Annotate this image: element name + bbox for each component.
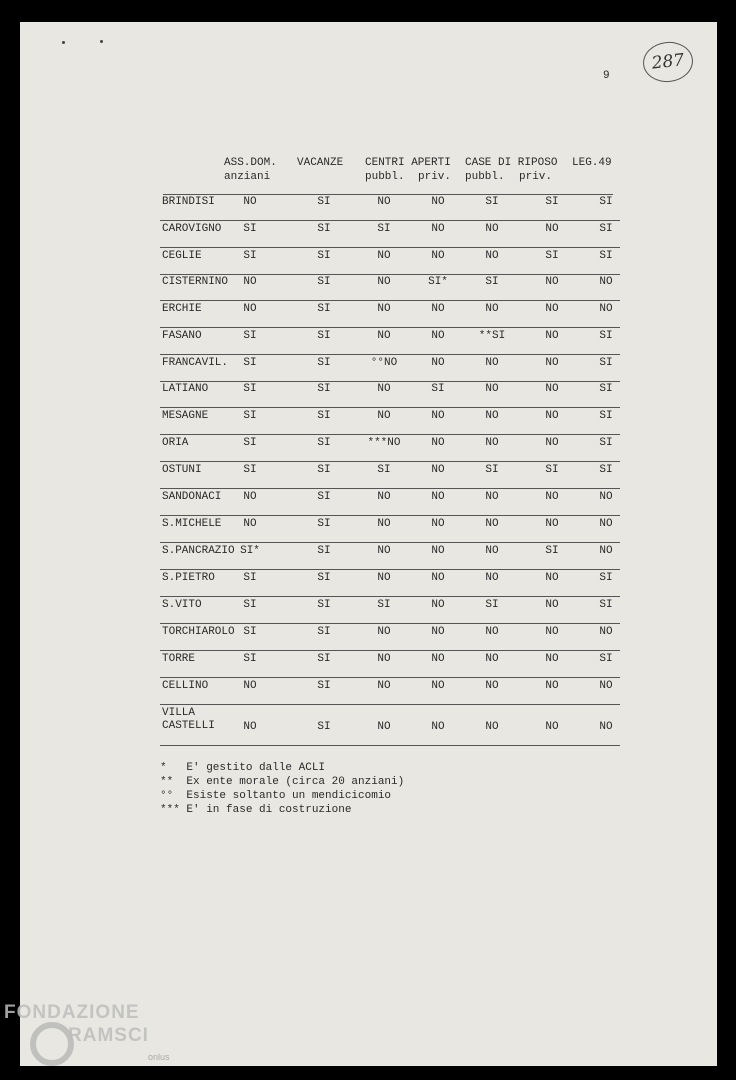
table-cell: SI [317,680,331,692]
table-cell: SI [545,196,559,208]
table-cell: NO [599,721,613,733]
table-cell: NO [431,464,445,476]
table-cell: NO [431,626,445,638]
table-cell: NO [599,303,613,315]
table-cell: NO [485,518,499,530]
footnote: ** Ex ente morale (circa 20 anziani) [160,776,405,788]
table-cell: SI [243,572,257,584]
table-cell: NO [545,223,559,235]
table-cell: NO [545,518,559,530]
row-rule [160,354,620,355]
table-cell: SI [317,437,331,449]
table-cell: NO [545,330,559,342]
table-cell: SI [243,383,257,395]
header-case-pubbl: pubbl. [465,171,505,183]
table-cell: SI [485,196,499,208]
header-case-priv: priv. [519,171,553,183]
table-cell: NO [599,491,613,503]
table-cell: SI [317,410,331,422]
table-cell: NO [599,680,613,692]
row-rule [160,623,620,624]
table-cell: NO [243,518,257,530]
table-cell: SI [243,223,257,235]
row-label: CEGLIE [162,250,202,262]
table-cell: NO [431,250,445,262]
table-cell: NO [431,680,445,692]
table-cell: NO [377,518,391,530]
table-cell: NO [377,653,391,665]
table-cell: NO [377,545,391,557]
table-cell: NO [545,383,559,395]
table-cell: °°NO [370,357,398,369]
table-cell: SI [243,653,257,665]
table-cell: NO [431,491,445,503]
table-cell: NO [485,437,499,449]
page-number: 9 [603,70,610,82]
table-cell: SI [317,383,331,395]
row-rule [160,569,620,570]
row-label: ERCHIE [162,303,202,315]
table-cell: SI [317,464,331,476]
table-cell: NO [431,330,445,342]
table-cell: SI* [428,276,448,288]
table-cell: SI [545,250,559,262]
table-cell: NO [243,680,257,692]
table-cell: SI [317,653,331,665]
scan-mark [62,41,65,44]
table-cell: SI [317,599,331,611]
row-label: MESAGNE [162,410,209,422]
table-cell: NO [599,518,613,530]
table-cell: SI [599,599,613,611]
row-rule [160,247,620,248]
row-label: CAROVIGNO [162,223,222,235]
row-label: CELLINO [162,680,209,692]
row-label: S.PIETRO [162,572,215,584]
table-cell: NO [545,437,559,449]
row-rule [160,515,620,516]
header-centri-priv: priv. [418,171,452,183]
table-cell: NO [431,721,445,733]
table-cell: NO [431,545,445,557]
table-cell: SI [317,276,331,288]
table-cell: NO [545,410,559,422]
table-cell: SI [243,437,257,449]
table-cell: SI [599,653,613,665]
table-cell: NO [243,491,257,503]
row-rule [160,327,620,328]
table-cell: NO [545,680,559,692]
table-cell: NO [243,196,257,208]
header-vacanze: VACANZE [297,157,344,169]
row-rule [160,542,620,543]
table-cell: NO [377,410,391,422]
table-cell: NO [545,491,559,503]
table-cell: SI [317,721,331,733]
row-rule [160,596,620,597]
table-cell: NO [243,276,257,288]
table-cell: SI [599,330,613,342]
table-cell: NO [377,626,391,638]
archive-number-stamp: 287 [641,39,695,84]
header-centri-aperti: CENTRI APERTI [365,157,451,169]
row-label: TORRE [162,653,196,665]
row-label: FRANCAVIL. [162,357,229,369]
table-cell: SI [545,545,559,557]
table-cell: SI [317,545,331,557]
table-cell: SI [317,303,331,315]
table-cell: SI [485,599,499,611]
table-cell: NO [377,680,391,692]
row-label: FASANO [162,330,202,342]
row-rule [163,194,613,195]
table-cell: NO [545,276,559,288]
table-cell: NO [599,545,613,557]
table-cell: SI [243,464,257,476]
table-cell: SI [599,357,613,369]
row-rule [160,381,620,382]
row-label: TORCHIAROLO [162,626,235,638]
row-rule [160,274,620,275]
table-cell: **SI [478,330,506,342]
table-cell: NO [431,410,445,422]
table-cell: NO [431,223,445,235]
table-cell: NO [485,721,499,733]
table-cell: NO [485,303,499,315]
row-label: BRINDISI [162,196,215,208]
table-cell: NO [485,653,499,665]
table-cell: SI [243,330,257,342]
table-cell: SI [485,276,499,288]
table-cell: NO [243,721,257,733]
row-rule [160,300,620,301]
table-cell: SI [599,383,613,395]
table-cell: NO [485,680,499,692]
watermark-gramsci: RAMSCI [68,1025,149,1046]
table-cell: SI [317,330,331,342]
table-cell: NO [485,545,499,557]
row-label: OSTUNI [162,464,202,476]
table-cell: NO [485,357,499,369]
table-cell: SI [599,572,613,584]
table-cell: SI [243,599,257,611]
table-cell: NO [545,599,559,611]
table-cell: NO [485,223,499,235]
table-cell: SI [545,464,559,476]
row-label: CISTERNINO [162,276,229,288]
table-cell: SI [599,196,613,208]
row-rule [160,461,620,462]
header-anziani: anziani [224,171,271,183]
footnotes [160,761,404,817]
table-cell: NO [545,303,559,315]
table-cell: NO [431,518,445,530]
table-cell: NO [431,357,445,369]
row-rule [160,704,620,705]
row-label: ORIA [162,437,189,449]
table-cell: NO [377,572,391,584]
table-cell: NO [243,303,257,315]
footnote: * E' gestito dalle ACLI [160,762,326,774]
table-cell: NO [545,572,559,584]
table-cell: NO [377,250,391,262]
table-cell: SI [485,464,499,476]
table-cell: SI [317,491,331,503]
table-cell: NO [377,196,391,208]
scan-mark [100,40,103,43]
table-cell: SI* [240,545,260,557]
row-label: S.PANCRAZIO [162,545,235,557]
row-rule [160,220,620,221]
row-rule [160,650,620,651]
table-cell: SI [599,223,613,235]
table-cell: ***NO [367,437,401,449]
table-cell: SI [317,196,331,208]
footnote: °° Esiste soltanto un mendicicomio [160,790,392,802]
table-cell: NO [377,491,391,503]
table-cell: NO [485,250,499,262]
table-cell: NO [485,491,499,503]
table-cell: SI [377,599,391,611]
row-rule [160,745,620,746]
table-cell: NO [377,303,391,315]
row-label: LATIANO [162,383,209,395]
table-cell: SI [377,223,391,235]
table-cell: NO [485,383,499,395]
table-cell: SI [243,250,257,262]
row-rule [160,677,620,678]
table-cell: NO [431,303,445,315]
table-cell: SI [243,357,257,369]
table-cell: SI [599,250,613,262]
table-cell: SI [317,357,331,369]
table-cell: NO [485,626,499,638]
table-cell: NO [599,626,613,638]
table-cell: NO [431,437,445,449]
table-cell: NO [431,196,445,208]
table-cell: SI [317,572,331,584]
table-cell: NO [431,572,445,584]
row-label: SANDONACI [162,491,222,503]
row-label: S.VITO [162,599,202,611]
watermark-onlus: onlus [148,1052,170,1062]
table-cell: SI [377,464,391,476]
table-cell: NO [599,276,613,288]
row-rule [160,434,620,435]
row-label: S.MICHELE [162,518,222,530]
table-cell: SI [317,250,331,262]
table-cell: SI [317,223,331,235]
table-cell: SI [243,626,257,638]
table-cell: NO [545,721,559,733]
table-cell: NO [431,653,445,665]
row-rule [160,488,620,489]
header-centri-pubbl: pubbl. [365,171,405,183]
table-cell: NO [377,276,391,288]
table-cell: NO [377,383,391,395]
table-cell: NO [431,599,445,611]
table-cell: SI [599,410,613,422]
table-cell: NO [377,721,391,733]
watermark-fondazione: FONDAZIONE [4,1002,140,1023]
row-rule [160,407,620,408]
header-ass-dom: ASS.DOM. [224,157,277,169]
table-cell: NO [377,330,391,342]
header-leg49: LEG.49 [572,157,612,169]
table-cell: NO [545,653,559,665]
table-cell: SI [431,383,445,395]
table-cell: SI [599,464,613,476]
row-label: VILLA CASTELLI [162,707,215,732]
table-cell: SI [243,410,257,422]
table-cell: SI [317,518,331,530]
header-case-riposo: CASE DI RIPOSO [465,157,558,169]
table-cell: NO [485,572,499,584]
table-cell: SI [599,437,613,449]
table-cell: NO [545,626,559,638]
table-cell: SI [317,626,331,638]
footnote: *** E' in fase di costruzione [160,804,352,816]
table-cell: NO [545,357,559,369]
table-cell: NO [485,410,499,422]
